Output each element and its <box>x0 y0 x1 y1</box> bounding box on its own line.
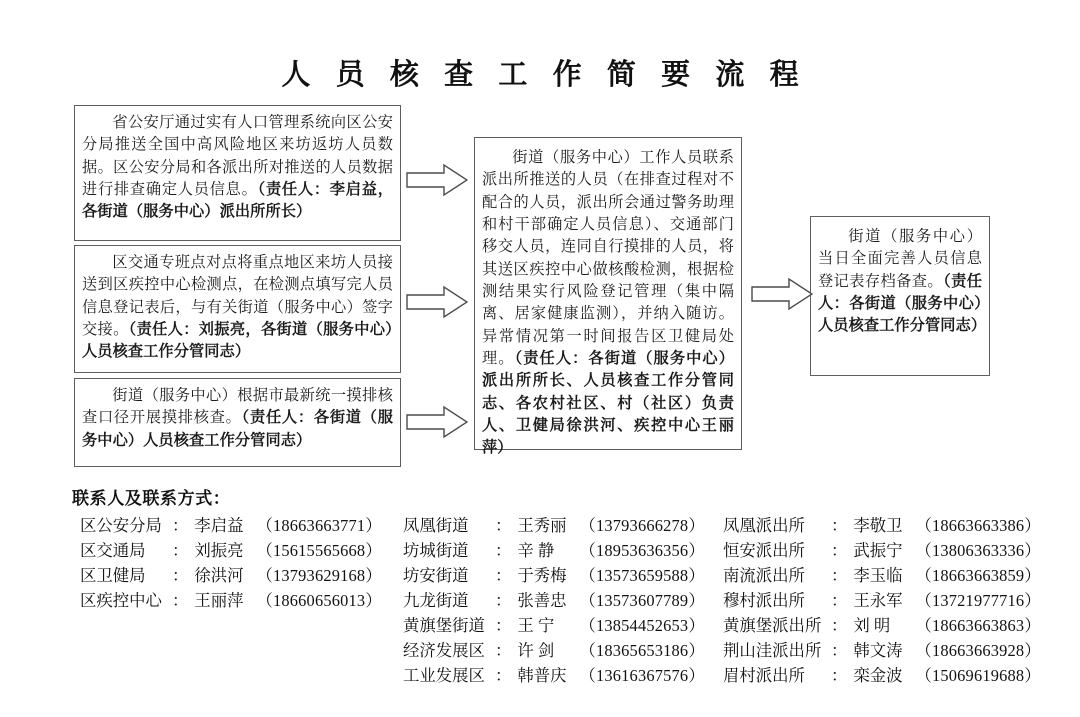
flow-box-process-body: 街道（服务中心）工作人员联系派出所推送的人员（在排查过程对不配合的人员，派出所会通过警务助理和村干部确定人员信息）、交通部门移交人员，连同自行摸排的人员，将其送区疾控中心做核酸检测，根据检测结果实行风险登记管理（集中隔离、居家健康监测），并纳入随访。异常情况第一时间报告区卫健局处理。 <box>482 149 734 368</box>
contact-colon: ： <box>831 566 848 585</box>
contact-row <box>403 637 705 662</box>
contact-row <box>403 612 705 637</box>
contact-org: 穆村派出所 <box>723 591 805 610</box>
contacts-heading: 联系人及联系方式： <box>72 489 231 508</box>
contact-org: 区公安分局 <box>80 516 162 535</box>
contact-phone: （13573607789） <box>579 591 705 610</box>
flow-box-archive-records <box>810 216 990 376</box>
contact-person: 王永军 <box>853 591 903 610</box>
contact-row <box>80 537 382 562</box>
contact-phone: （13793629168） <box>256 566 382 585</box>
contact-row <box>80 587 382 612</box>
contact-person: 韩文涛 <box>853 641 903 660</box>
flow-box-source-data-push <box>74 105 401 241</box>
contact-org: 恒安派出所 <box>723 541 805 560</box>
contact-org: 九龙街道 <box>403 591 469 610</box>
contact-phone: （13806363336） <box>915 541 1041 560</box>
contact-colon: ： <box>831 666 848 685</box>
contact-colon: ： <box>495 566 512 585</box>
contact-org: 区交通局 <box>80 541 146 560</box>
flow-box-street-screening <box>74 378 401 467</box>
contact-row <box>403 537 705 562</box>
contact-phone: （13616367576） <box>579 666 705 685</box>
contact-org: 区卫健局 <box>80 566 146 585</box>
contact-org: 南流派出所 <box>723 566 805 585</box>
contact-org: 黄旗堡派出所 <box>723 616 822 635</box>
contact-colon: ： <box>495 516 512 535</box>
flow-box-source-responsible: （责任人：李启益，各街道（服务中心）派出所所长） <box>82 181 393 221</box>
flow-box-transport-responsible: （责任人：刘振亮，各街道（服务中心）人员核查工作分管同志） <box>82 321 393 361</box>
flow-box-transport-body: 区交通专班点对点将重点地区来坊人员接送到区疾控中心检测点，在检测点填写完人员信息登记表后，与有关街道（服务中心）签字交接。 <box>82 254 393 339</box>
contact-person: 韩普庆 <box>517 666 567 685</box>
contact-row <box>80 512 382 537</box>
contact-colon: ： <box>831 541 848 560</box>
contact-phone: （18953636356） <box>579 541 705 560</box>
contact-person: 王 宁 <box>517 616 555 635</box>
contact-org: 眉村派出所 <box>723 666 805 685</box>
contact-phone: （18365653186） <box>579 641 705 660</box>
flow-box-archive-body: 街道（服务中心）当日全面完善人员信息登记表存档备查。 <box>818 228 982 290</box>
contact-row <box>723 537 1041 562</box>
arrow-right-icon <box>751 277 813 311</box>
contact-row <box>723 662 1041 687</box>
contacts-district <box>80 512 382 612</box>
contact-person: 李敬卫 <box>853 516 903 535</box>
contact-row <box>80 562 382 587</box>
contact-phone: （15069619688） <box>915 666 1041 685</box>
contact-colon: ： <box>495 541 512 560</box>
contact-row <box>403 512 705 537</box>
contact-colon: ： <box>172 541 189 560</box>
contact-phone: （13854452653） <box>579 616 705 635</box>
contact-person: 张善忠 <box>517 591 567 610</box>
flow-box-street-body: 街道（服务中心）根据市最新统一摸排核查口径开展摸排核查。 <box>82 387 393 427</box>
contact-phone: （18663663771） <box>256 516 382 535</box>
contact-colon: ： <box>831 591 848 610</box>
contacts-police-stations <box>723 512 1041 687</box>
contact-phone: （13793666278） <box>579 516 705 535</box>
contact-row <box>403 662 705 687</box>
contact-person: 徐洪河 <box>194 566 244 585</box>
contact-person: 王丽萍 <box>194 591 244 610</box>
flow-box-process-responsible: （责任人：各街道（服务中心）派出所所长、人员核查工作分管同志、各农村社区、村（社区）负责人、卫健局徐洪河、疾控中心王丽萍） <box>482 350 734 457</box>
contact-org: 经济发展区 <box>403 641 485 660</box>
contact-row <box>403 562 705 587</box>
page-title: 人 员 核 查 工 作 简 要 流 程 <box>281 59 808 91</box>
contact-colon: ： <box>495 591 512 610</box>
contact-org: 坊安街道 <box>403 566 469 585</box>
contact-colon: ： <box>172 516 189 535</box>
contact-row <box>723 562 1041 587</box>
contacts-streets <box>403 512 705 687</box>
contact-row <box>723 587 1041 612</box>
contact-phone: （13573659588） <box>579 566 705 585</box>
flow-box-street-responsible: （责任人：各街道（服务中心）人员核查工作分管同志） <box>82 409 393 449</box>
contact-org: 工业发展区 <box>403 666 485 685</box>
contact-colon: ： <box>172 591 189 610</box>
arrow-right-icon <box>406 405 468 439</box>
contact-row <box>723 612 1041 637</box>
contact-person: 于秀梅 <box>517 566 567 585</box>
contact-phone: （18663663859） <box>915 566 1041 585</box>
contact-row <box>403 587 705 612</box>
flow-box-source-body: 省公安厅通过实有人口管理系统向区公安分局推送全国中高风险地区来坊返坊人员数据。区公安分局和各派出所对推送的人员数据进行排查确定人员信息。 <box>82 114 393 199</box>
contact-org: 坊城街道 <box>403 541 469 560</box>
flow-box-transport-transfer <box>74 245 401 373</box>
arrow-right-icon <box>406 163 468 197</box>
contact-person: 刘 明 <box>853 616 891 635</box>
contact-org: 凤凰街道 <box>403 516 469 535</box>
contact-phone: （18663663863） <box>915 616 1041 635</box>
contact-colon: ： <box>495 641 512 660</box>
flow-box-archive-responsible: （责任人：各街道（服务中心）人员核查工作分管同志） <box>818 272 987 335</box>
contact-row <box>723 512 1041 537</box>
contact-org: 黄旗堡街道 <box>403 616 485 635</box>
contact-person: 辛 静 <box>517 541 555 560</box>
contact-colon: ： <box>831 641 848 660</box>
contact-colon: ： <box>831 516 848 535</box>
contact-person: 刘振亮 <box>194 541 244 560</box>
contact-person: 武振宁 <box>853 541 903 560</box>
contact-phone: （18663663928） <box>915 641 1041 660</box>
contact-phone: （13721977716） <box>915 591 1041 610</box>
contact-person: 李启益 <box>194 516 244 535</box>
contact-colon: ： <box>495 666 512 685</box>
contact-colon: ： <box>831 616 848 635</box>
contact-person: 李玉临 <box>853 566 903 585</box>
flow-box-central-processing <box>474 137 742 457</box>
contact-colon: ： <box>495 616 512 635</box>
contact-person: 王秀丽 <box>517 516 567 535</box>
contact-phone: （18660656013） <box>256 591 382 610</box>
contact-org: 荆山洼派出所 <box>723 641 822 660</box>
contact-row <box>723 637 1041 662</box>
contact-phone: （18663663386） <box>915 516 1041 535</box>
contact-person: 栾金波 <box>853 666 903 685</box>
contact-org: 区疾控中心 <box>80 591 162 610</box>
arrow-right-icon <box>406 285 468 319</box>
contact-phone: （15615565668） <box>256 541 382 560</box>
contact-person: 许 剑 <box>517 641 555 660</box>
contact-colon: ： <box>172 566 189 585</box>
contact-org: 凤凰派出所 <box>723 516 805 535</box>
